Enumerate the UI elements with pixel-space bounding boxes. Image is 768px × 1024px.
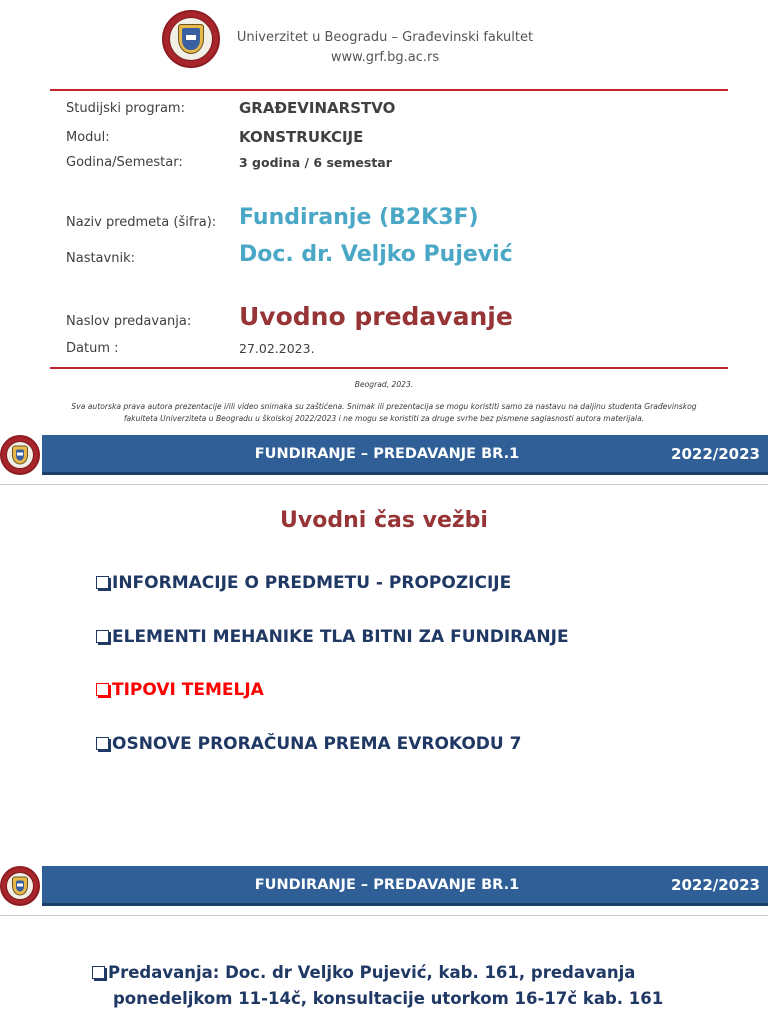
slide-title: Uvodni čas vežbi xyxy=(280,508,488,533)
slide-header-bar xyxy=(42,866,768,906)
value-date: 27.02.2023. xyxy=(239,341,315,356)
checkbox-bullet-icon xyxy=(96,576,109,589)
bullet-item: ELEMENTI MEHANIKE TLA BITNI ZA FUNDIRANJE xyxy=(96,627,569,647)
bullet-item: OSNOVE PRORAČUNA PREMA EVROKODU 7 xyxy=(96,734,521,754)
header-underline xyxy=(0,484,768,485)
label-lecture-title: Naslov predavanja: xyxy=(66,314,192,329)
value-course-name: Fundiranje (B2K3F) xyxy=(239,205,479,230)
value-module: KONSTRUKCIJE xyxy=(239,128,364,146)
label-date: Datum : xyxy=(66,341,119,356)
value-year-semester: 3 godina / 6 semestar xyxy=(239,155,392,170)
divider-top xyxy=(50,89,728,91)
copyright-line-2: fakulteta Univerziteta u Beogradu u školskoj 2022/2023 i ne mogu se koristiti za druge svrhe bez pismene saglasnosti autora materijala. xyxy=(123,414,645,423)
value-lecture-title: Uvodno predavanje xyxy=(239,302,513,331)
checkbox-bullet-icon xyxy=(96,630,109,643)
header-title: FUNDIRANJE – PREDAVANJE BR.1 xyxy=(254,877,520,893)
lecture-info-line-1: Predavanja: Doc. dr Veljko Pujević, kab. 161, predavanja xyxy=(108,963,636,982)
label-teacher: Nastavnik: xyxy=(66,251,135,266)
university-seal-logo xyxy=(0,866,40,906)
label-study-program: Studijski program: xyxy=(66,101,185,116)
bullet-item-highlighted: TIPOVI TEMELJA xyxy=(96,680,264,700)
lecture-info-line-2: ponedeljkom 11-14č, konsultacije utorkom 16-17č kab. 161 xyxy=(113,989,664,1008)
checkbox-bullet-icon xyxy=(96,683,109,696)
university-seal-logo xyxy=(162,10,220,68)
place-year: Beograd, 2023. xyxy=(354,380,414,389)
university-website[interactable]: www.grf.bg.ac.rs xyxy=(330,50,440,65)
lecture-info xyxy=(92,960,732,1012)
bullet-item: INFORMACIJE O PREDMETU - PROPOZICIJE xyxy=(96,573,511,593)
copyright-line-1: Sva autorska prava autora prezentacije i/ili video snimaka su zaštićena. Snimak ili prezentacija se mogu koristiti samo za nastavu na daljinu studenta Građevinskog xyxy=(71,402,697,411)
slide-header-bar xyxy=(42,435,768,475)
university-name: Univerzitet u Beogradu – Građevinski fakultet xyxy=(236,30,534,45)
label-course-name: Naziv predmeta (šifra): xyxy=(66,215,217,230)
header-title: FUNDIRANJE – PREDAVANJE BR.1 xyxy=(254,446,520,462)
divider-bottom xyxy=(50,367,728,369)
checkbox-bullet-icon xyxy=(96,737,109,750)
checkbox-bullet-icon xyxy=(92,966,105,979)
label-year-semester: Godina/Semestar: xyxy=(66,155,183,170)
value-study-program: GRAĐEVINARSTVO xyxy=(239,99,396,117)
header-year: 2022/2023 xyxy=(671,876,760,894)
label-module: Modul: xyxy=(66,130,110,145)
university-seal-logo xyxy=(0,435,40,475)
value-teacher: Doc. dr. Veljko Pujević xyxy=(239,242,513,267)
header-underline xyxy=(0,915,768,916)
header-year: 2022/2023 xyxy=(671,445,760,463)
